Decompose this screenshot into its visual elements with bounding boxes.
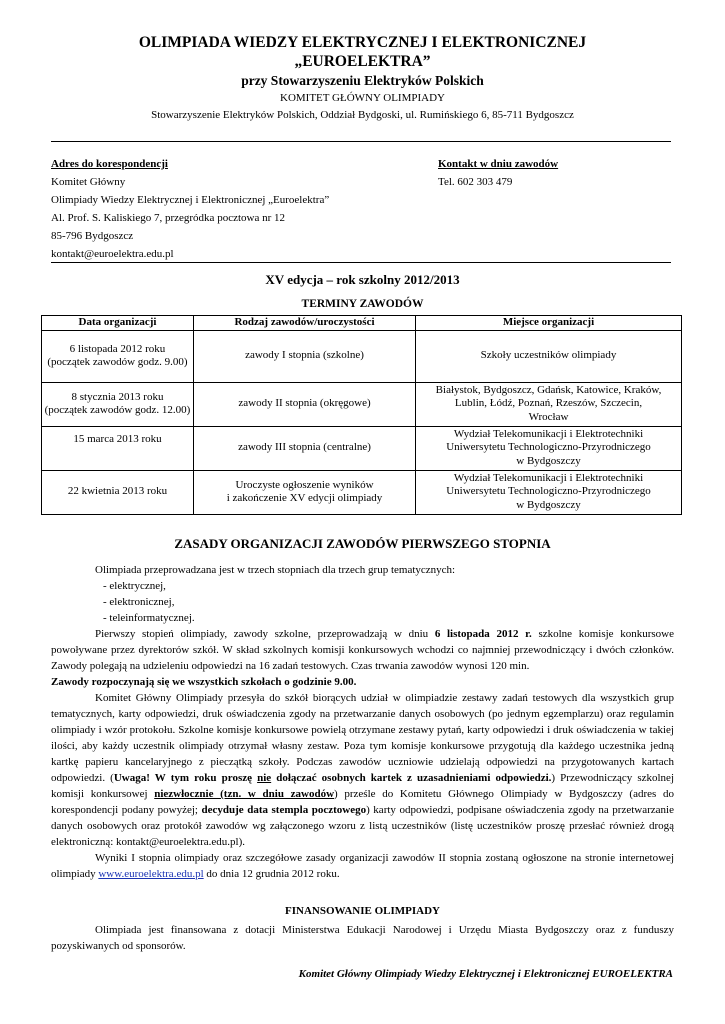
date-cell <box>42 330 194 382</box>
column-header: Data organizacji <box>42 316 194 331</box>
table-row <box>42 426 682 470</box>
text-run: ) Przewodniczący szkolnej komisji konkursowej <box>51 772 675 800</box>
rules-paragraph-1 <box>51 626 674 674</box>
schedule-header-row <box>42 316 682 331</box>
place-line: Uniwersytetu Technologiczno-Przyrodniczego <box>446 485 651 498</box>
column-header: Rodzaj zawodów/uroczystości <box>194 316 416 331</box>
text-run: ) prześle do Komitetu Głównego Olimpiady w Bydgoszczy (adres do korespondencji podany powyżej; <box>51 788 674 816</box>
date-cell: 15 marca 2013 roku <box>42 426 194 470</box>
text-run: nie <box>257 772 272 784</box>
contact-block <box>438 155 678 191</box>
financing-text <box>51 922 674 954</box>
header-address: Stowarzyszenie Elektryków Polskich, Oddział Bydgoski, ul. Rumińskiego 6, 85-711 Bydgoszcz <box>151 109 574 121</box>
rules-paragraph-2 <box>51 674 674 690</box>
table-row <box>42 330 682 382</box>
emphasis-deadline: niezwłocznie (tzn. w dniu zawodów <box>154 788 335 800</box>
text-run: Komitet Główny Olimpiady przesyła do szkół biorących udział w olimpiadzie zestawy zadań testowych dla wszystkich grup tematycznych, karty odpowiedzi, druk oświadczenia zgody na przetwarzanie danych osobowych (po jednym egzemplarzu) oraz regulamin olimpiady i wzór protokołu. Szkolne komisje konkursowe powielą otrzymane zestawy pytań, karty odpowiedzi i druk oświadczenia w takiej ilości, aby każdy uczestnik olimpiady otrzymał własny zestaw. Poza tym komisje konkursowe przygotują dla każdego uczestnika jedną kartkę papieru kancelaryjnego z pieczątką szkoły. Podczas zawodów uczniowie udzielają odpowiedzi na przygotowanych kartach odpowiedzi. ( <box>51 692 674 784</box>
type-cell: zawody III stopnia (centralne) <box>194 426 416 470</box>
contact-heading: Kontakt w dniu zawodów <box>438 158 559 170</box>
date-value: 8 stycznia 2013 roku <box>71 390 164 403</box>
place-line: w Bydgoszczy <box>516 454 581 467</box>
address-divider <box>51 262 671 263</box>
place-cell: Szkoły uczestników olimpiady <box>416 330 682 382</box>
footer-signature: Komitet Główny Olimpiady Wiedzy Elektrycznej i Elektronicznej EUROELEKTRA <box>298 968 673 980</box>
type-cell: zawody I stopnia (szkolne) <box>194 330 416 382</box>
correspondence-heading: Adres do korespondencji <box>51 158 168 170</box>
table-row <box>42 470 682 514</box>
place-line: Uniwersytetu Technologiczno-Przyrodniczego <box>446 441 651 454</box>
committee-label: KOMITET GŁÓWNY OLIMPIADY <box>280 92 445 104</box>
date-cell: 22 kwietnia 2013 roku <box>42 470 194 514</box>
financing-heading: FINANSOWANIE OLIMPIADY <box>285 905 440 917</box>
correspondence-line: Komitet Główny <box>51 176 126 188</box>
warning-note <box>114 772 552 784</box>
text-run: Wyniki I stopnia olimpiady oraz szczegółowe zasady organizacji zawodów II stopnia zostaną ogłoszone na stronie internetowej olimpiady <box>51 852 674 880</box>
type-line: Uroczyste ogłoszenie wyników <box>235 478 374 491</box>
column-header: Miejsce organizacji <box>416 316 682 331</box>
schedule-table <box>41 315 682 515</box>
place-line: Wydział Telekomunikacji i Elektrotechniki <box>453 427 644 440</box>
text-run: szkolne komisje konkursowe powoływane przez dyrektorów szkół. W skład szkolnych komisji konkursowych wchodzi co najmniej przewodniczący i dwóch członków. Zawody polegają na udzieleniu odpowiedzi na 16 zadań testowych. Czas trwania zawodów wynosi 120 min. <box>51 628 674 672</box>
rules-paragraph-3 <box>51 690 674 850</box>
text-run: Uwaga! W tym roku proszę <box>113 772 258 784</box>
contact-phone: Tel. 602 303 479 <box>438 176 513 188</box>
text-run: Pierwszy stopień olimpiady, zawody szkolne, przeprowadzają w dniu <box>95 628 435 640</box>
emphasis-date: 6 listopada 2012 r. <box>434 628 532 640</box>
emphasis-postmark: decyduje data stempla pocztowego <box>201 804 367 816</box>
text-run: ) karty odpowiedzi, podpisane oświadczenia zgody na przetwarzanie danych osobowych oraz protokół zawodów wg załączonego wzoru z listą uczestników (listę uczestników proszę przesłać również drogą elektroniczną: kontakt@euroelektra.edu.pl). <box>51 804 674 848</box>
place-cell <box>416 470 682 514</box>
place-cell <box>416 382 682 426</box>
place-line: Lublin, Łódź, Poznań, Rzeszów, Szczecin, <box>454 397 643 410</box>
correspondence-block <box>51 155 431 263</box>
correspondence-email: kontakt@euroelektra.edu.pl <box>51 248 174 260</box>
place-line: Białystok, Bydgoszcz, Gdańsk, Katowice, Kraków, <box>435 383 662 396</box>
emphasis-start-time: Zawody rozpoczynają się we wszystkich szkołach o godzinie 9.00. <box>51 676 357 688</box>
rules-intro: Olimpiada przeprowadzana jest w trzech stopniach dla trzech grup tematycznych: <box>95 564 456 576</box>
correspondence-line: 85-796 Bydgoszcz <box>51 230 134 242</box>
date-cell <box>42 382 194 426</box>
correspondence-line: Al. Prof. S. Kaliskiego 7, przegródka pocztowa nr 12 <box>51 212 286 224</box>
table-row <box>42 382 682 426</box>
rules-paragraph-4 <box>51 850 674 882</box>
date-note: (początek zawodów godz. 12.00) <box>44 404 191 416</box>
place-line: Wydział Telekomunikacji i Elektrotechniki <box>453 471 644 484</box>
date-value: 6 listopada 2012 roku <box>69 342 166 355</box>
list-item: - elektronicznej, <box>103 596 175 608</box>
text-run: dołączać osobnych kartek z uzasadnieniami odpowiedzi. <box>271 772 552 784</box>
website-link[interactable]: www.euroelektra.edu.pl <box>98 868 204 880</box>
place-line: w Bydgoszczy <box>516 498 581 511</box>
rules-text <box>51 562 674 882</box>
place-cell <box>416 426 682 470</box>
correspondence-line: Olimpiady Wiedzy Elektrycznej i Elektronicznej „Euroelektra” <box>51 194 330 206</box>
list-item: - teleinformatycznej. <box>103 612 195 624</box>
edition-heading: XV edycja – rok szkolny 2012/2013 <box>265 272 460 287</box>
olympiad-title: OLIMPIADA WIEDZY ELEKTRYCZNEJ I ELEKTRONICZNEJ <box>138 34 587 51</box>
type-cell: zawody II stopnia (okręgowe) <box>194 382 416 426</box>
place-line: Wrocław <box>528 410 569 423</box>
type-cell <box>194 470 416 514</box>
olympiad-title-name: „EUROELEKTRA” <box>294 53 431 70</box>
rules-heading: ZASADY ORGANIZACJI ZAWODÓW PIERWSZEGO STOPNIA <box>174 536 551 551</box>
financing-paragraph: Olimpiada jest finansowana z dotacji Ministerstwa Edukacji Narodowej i Urzędu Miasta Bydgoszczy oraz z funduszy pozyskiwanych od sponsorów. <box>51 924 674 952</box>
date-note: (początek zawodów godz. 9.00) <box>47 356 188 368</box>
list-item: - elektrycznej, <box>103 580 166 592</box>
schedule-title: TERMINY ZAWODÓW <box>301 298 424 310</box>
header-divider <box>51 141 671 142</box>
type-line: i zakończenie XV edycji olimpiady <box>226 492 383 504</box>
text-run: do dnia 12 grudnia 2012 roku. <box>203 868 340 880</box>
organization-subtitle: przy Stowarzyszeniu Elektryków Polskich <box>241 73 484 88</box>
